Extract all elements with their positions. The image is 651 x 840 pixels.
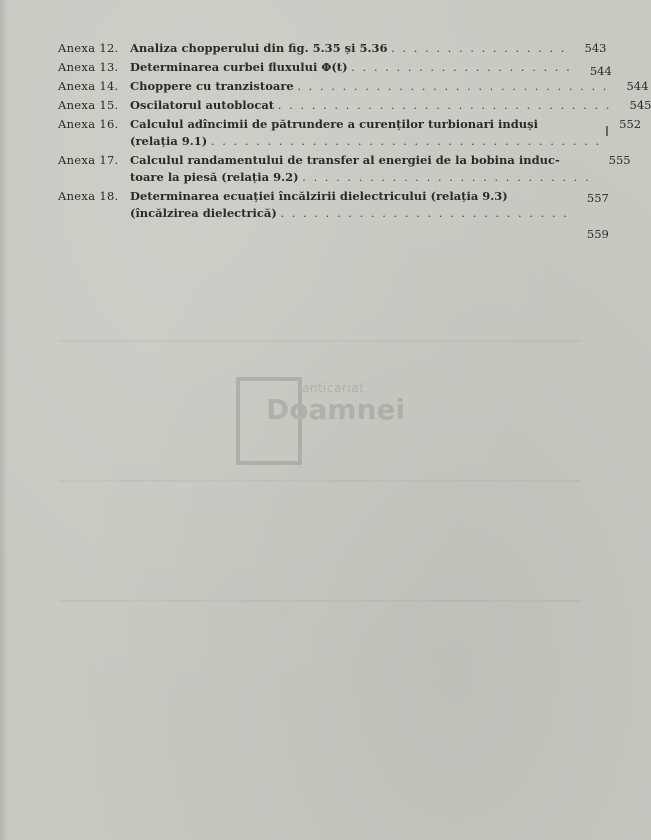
entry-title: Determinarea ecuației încălzirii dielectricului (relația 9.3): [130, 189, 508, 203]
entry-title: Oscilatorul autoblocat: [130, 98, 275, 112]
watermark-logo: [236, 377, 406, 462]
toc-entry-16: Anexa 16. Calculul adîncimii de pătrundere a curenților turbionari induși (relația 9.1) . . . . . . . . . . . . . . . . . . . . . . . . . . . . . . . . . . . 552: [58, 117, 642, 148]
bleed-through-line: [60, 600, 580, 602]
page-number: 544: [626, 79, 649, 93]
anexa-label: Anexa 13.: [58, 60, 119, 74]
toc-entry-18: Anexa 18. Determinarea ecuației încălzirii dielectricului (relația 9.3) (încălzirea dielectrică) . . . . . . . . . . . . . . . . . . . . . . . . . . 557 559: [58, 189, 609, 241]
watermark-small-text: anticariat: [302, 381, 365, 395]
entry-title-cont: (încălzirea dielectrică): [130, 206, 277, 220]
anexa-label: Anexa 15.: [58, 98, 119, 112]
anexa-label: Anexa 12.: [58, 41, 119, 55]
page-number: 545: [629, 98, 651, 112]
trailing-page-number: 559: [586, 227, 609, 241]
page-number: 557: [586, 191, 609, 205]
margin-pencil-mark: [606, 126, 608, 136]
entry-title: Analiza chopperului din fig. 5.35 și 5.36: [130, 41, 388, 55]
entry-title-cont: (relația 9.1): [130, 134, 208, 148]
toc-entry-14: Anexa 14. Choppere cu tranzistoare . . . . . . . . . . . . . . . . . . . . . . . . . . . . 544: [58, 79, 649, 93]
table-of-contents: [58, 40, 651, 241]
entry-title: Calculul randamentului de transfer al energiei de la bobina induc-: [130, 153, 560, 167]
page-edge-shadow: [0, 0, 8, 840]
bleed-through-line: [60, 340, 580, 342]
entry-title: Calculul adîncimii de pătrundere a curenților turbionari induși: [130, 117, 538, 131]
anexa-label: Anexa 17.: [58, 153, 119, 167]
anexa-label: Anexa 18.: [58, 189, 119, 203]
watermark-big-text: Doamnei: [266, 393, 406, 426]
toc-entry-13: Anexa 13. Determinarea curbei fluxului Φ(t) . . . . . . . . . . . . . . . . . . . . 544: [58, 60, 612, 78]
entry-title: Choppere cu tranzistoare: [130, 79, 294, 93]
page-number: 543: [584, 41, 607, 55]
page-number: 555: [608, 153, 631, 167]
entry-title-cont: toare la piesă (relația 9.2): [130, 170, 299, 184]
toc-entry-17: Anexa 17. Calculul randamentului de transfer al energiei de la bobina induc- toare la piesă (relația 9.2) . . . . . . . . . . . . . . . . . . . . . . . . . . 555: [58, 153, 631, 184]
anexa-label: Anexa 16.: [58, 117, 119, 131]
bleed-through-line: [60, 480, 580, 482]
page-number: 544: [589, 64, 612, 78]
page-number: 552: [619, 117, 642, 131]
toc-entry-15: Anexa 15. Oscilatorul autoblocat . . . . . . . . . . . . . . . . . . . . . . . . . . . . . . 545: [58, 98, 651, 112]
anexa-label: Anexa 14.: [58, 79, 119, 93]
toc-entry-12: Anexa 12. Analiza chopperului din fig. 5.35 și 5.36 . . . . . . . . . . . . . . . . 543: [58, 41, 607, 55]
entry-title: Determinarea curbei fluxului Φ(t): [130, 60, 348, 74]
